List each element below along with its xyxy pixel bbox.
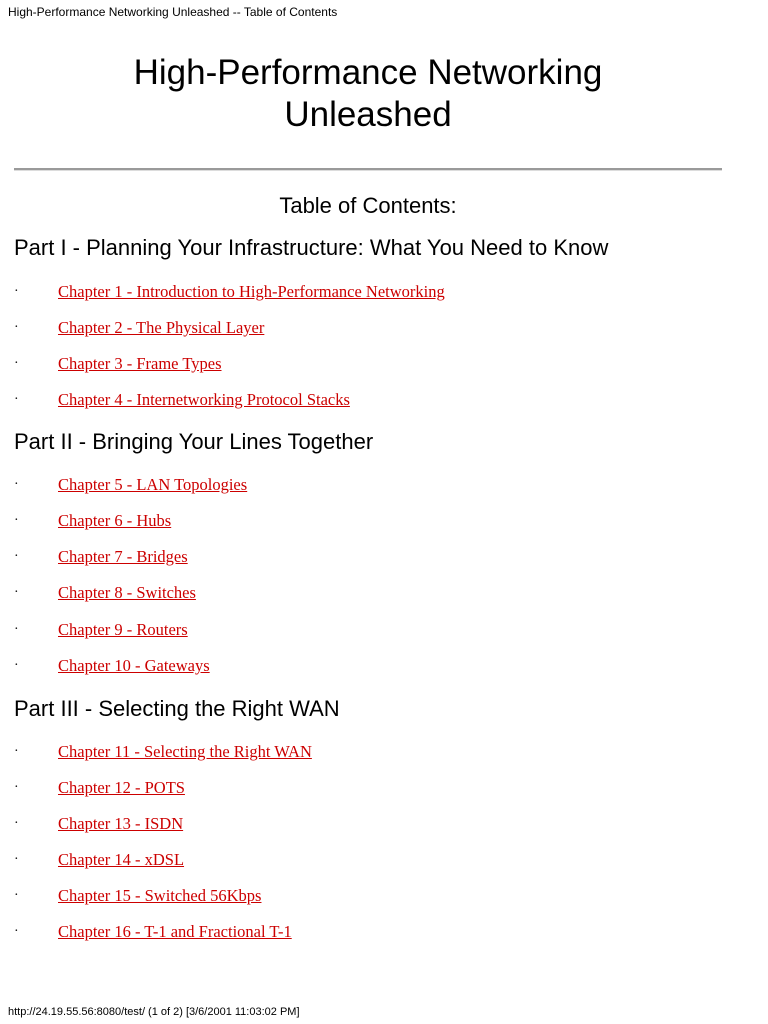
chapter-link-9[interactable]: Chapter 9 - Routers bbox=[58, 620, 188, 639]
bullet-dot: · bbox=[14, 924, 19, 939]
chapter-link-1[interactable]: Chapter 1 - Introduction to High-Performance Networking bbox=[58, 282, 445, 301]
chapter-link-16[interactable]: Chapter 16 - T-1 and Fractional T-1 bbox=[58, 922, 292, 941]
bullet-dot: · bbox=[14, 477, 19, 492]
bullet-dot: · bbox=[14, 392, 19, 407]
bullet-dot: · bbox=[14, 622, 19, 637]
chapter-link-15[interactable]: Chapter 15 - Switched 56Kbps bbox=[58, 886, 262, 905]
part-heading-2: Part II - Bringing Your Lines Together bbox=[14, 429, 374, 454]
bullet-dot: · bbox=[14, 513, 19, 528]
chapter-link-8[interactable]: Chapter 8 - Switches bbox=[58, 583, 196, 602]
bullet-dot: · bbox=[14, 888, 19, 903]
chapter-link-11[interactable]: Chapter 11 - Selecting the Right WAN bbox=[58, 742, 312, 761]
chapter-link-2[interactable]: Chapter 2 - The Physical Layer bbox=[58, 318, 265, 337]
book-title-line-2: Unleashed bbox=[284, 95, 452, 134]
bullet-dot: · bbox=[14, 284, 19, 299]
bullet-dot: · bbox=[14, 658, 19, 673]
chapter-link-12[interactable]: Chapter 12 - POTS bbox=[58, 778, 185, 797]
part-heading-1: Part I - Planning Your Infrastructure: What You Need to Know bbox=[14, 235, 609, 260]
bullet-dot: · bbox=[14, 320, 19, 335]
chapter-link-10[interactable]: Chapter 10 - Gateways bbox=[58, 656, 210, 675]
bullet-dot: · bbox=[14, 744, 19, 759]
chapter-link-7[interactable]: Chapter 7 - Bridges bbox=[58, 547, 188, 566]
chapter-link-6[interactable]: Chapter 6 - Hubs bbox=[58, 511, 172, 530]
page-footer: http://24.19.55.56:8080/test/ (1 of 2) [3/6/2001 11:03:02 PM] bbox=[8, 1006, 300, 1018]
bullet-dot: · bbox=[14, 549, 19, 564]
bullet-dot: · bbox=[14, 780, 19, 795]
book-title bbox=[14, 52, 722, 136]
chapter-link-3[interactable]: Chapter 3 - Frame Types bbox=[58, 354, 222, 373]
toc-heading: Table of Contents: bbox=[279, 193, 457, 218]
horizontal-rule bbox=[14, 168, 722, 171]
bullet-dot: · bbox=[14, 852, 19, 867]
book-title-line-1: High-Performance Networking bbox=[133, 53, 603, 92]
bullet-dot: · bbox=[14, 356, 19, 371]
bullet-dot: · bbox=[14, 585, 19, 600]
part-heading-3: Part III - Selecting the Right WAN bbox=[14, 696, 340, 721]
chapter-link-14[interactable]: Chapter 14 - xDSL bbox=[58, 850, 185, 869]
chapter-link-4[interactable]: Chapter 4 - Internetworking Protocol Stacks bbox=[58, 390, 350, 409]
bullet-dot: · bbox=[14, 816, 19, 831]
chapter-link-5[interactable]: Chapter 5 - LAN Topologies bbox=[58, 475, 248, 494]
page-header: High-Performance Networking Unleashed -- Table of Contents bbox=[8, 5, 338, 19]
chapter-link-13[interactable]: Chapter 13 - ISDN bbox=[58, 814, 184, 833]
